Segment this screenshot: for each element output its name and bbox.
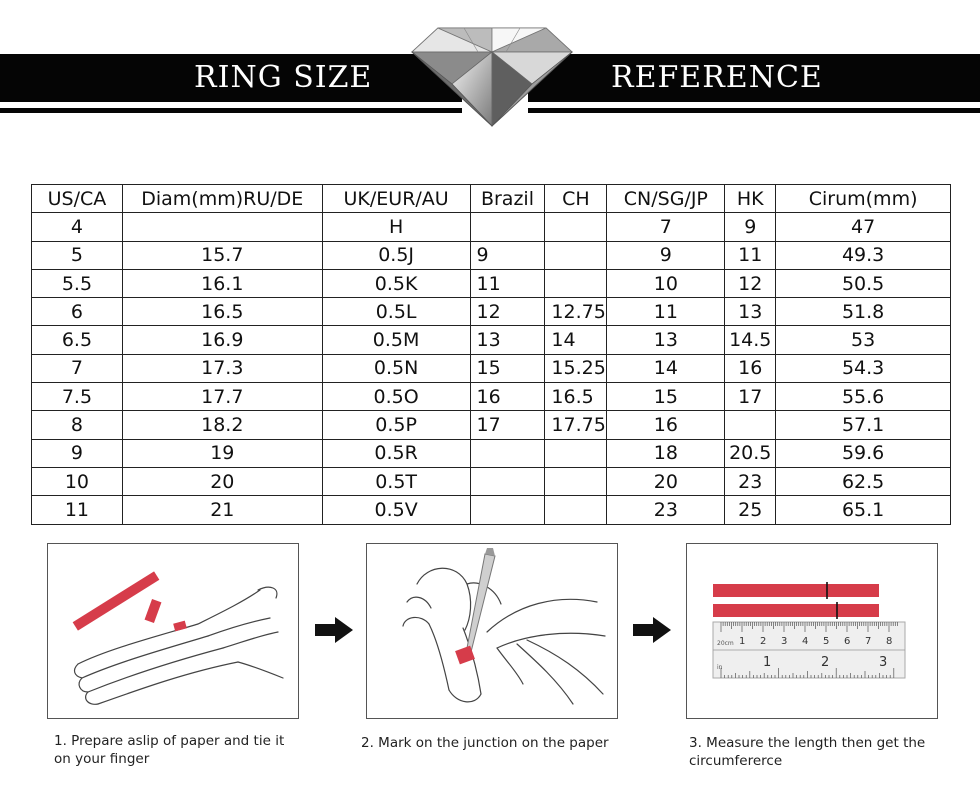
table-cell: 16: [725, 354, 776, 382]
table-cell: 9: [32, 439, 123, 467]
table-cell: 10: [607, 269, 725, 297]
table-cell: 9: [607, 241, 725, 269]
table-cell: 0.5P: [322, 411, 470, 439]
table-cell: 47: [776, 213, 951, 241]
table-cell: 0.5J: [322, 241, 470, 269]
table-cell: 15.7: [122, 241, 322, 269]
ruler-cm-label: 5: [823, 636, 830, 647]
diamond-icon: [408, 22, 576, 128]
ruler-cm-label: 3: [781, 636, 788, 647]
table-cell: 5.5: [32, 269, 123, 297]
table-cell: 0.5O: [322, 383, 470, 411]
table-cell: 17: [725, 383, 776, 411]
table-cell: [545, 269, 607, 297]
ruler-cm-label: 1: [739, 636, 746, 647]
table-cell: 4: [32, 213, 123, 241]
column-header: Cirum(mm): [776, 185, 951, 213]
table-cell: [545, 439, 607, 467]
table-cell: 16.5: [545, 383, 607, 411]
step-2-panel: [366, 543, 618, 719]
table-cell: 17.3: [122, 354, 322, 382]
table-cell: 51.8: [776, 298, 951, 326]
table-cell: 18: [607, 439, 725, 467]
table-cell: 0.5K: [322, 269, 470, 297]
table-cell: 13: [725, 298, 776, 326]
table-row: [32, 298, 951, 326]
table-cell: 6: [32, 298, 123, 326]
column-header: CN/SG/JP: [607, 185, 725, 213]
column-header: UK/EUR/AU: [322, 185, 470, 213]
ruler-inch-label: 1: [763, 655, 772, 670]
table-cell: 14: [607, 354, 725, 382]
table-body: [32, 213, 951, 524]
table-cell: 15: [470, 354, 545, 382]
table-row: [32, 411, 951, 439]
table-cell: [470, 496, 545, 524]
table-cell: 57.1: [776, 411, 951, 439]
header-rule-left: [0, 108, 462, 113]
table-cell: 18.2: [122, 411, 322, 439]
table-cell: 15: [607, 383, 725, 411]
table-row: [32, 269, 951, 297]
table-cell: [470, 467, 545, 495]
step-1-panel: [47, 543, 299, 719]
table-cell: 8: [32, 411, 123, 439]
header-rule-right: [528, 108, 980, 113]
table-cell: 16.9: [122, 326, 322, 354]
table-cell: 15.25: [545, 354, 607, 382]
table-row: [32, 467, 951, 495]
table-cell: 9: [725, 213, 776, 241]
step-3-panel: [686, 543, 938, 719]
table-cell: 21: [122, 496, 322, 524]
column-header: Diam(mm)RU/DE: [122, 185, 322, 213]
table-cell: 14.5: [725, 326, 776, 354]
table-row: [32, 354, 951, 382]
header-title-left: RING SIZE: [194, 60, 373, 95]
table-cell: 49.3: [776, 241, 951, 269]
table-cell: 65.1: [776, 496, 951, 524]
table-cell: 16.1: [122, 269, 322, 297]
table-cell: 11: [607, 298, 725, 326]
table-cell: 16: [607, 411, 725, 439]
table-cell: 12: [725, 269, 776, 297]
column-header: HK: [725, 185, 776, 213]
ruler-inch-label: 2: [821, 655, 830, 670]
ruler-cm-label: 6: [844, 636, 851, 647]
table-cell: 13: [470, 326, 545, 354]
table-cell: 53: [776, 326, 951, 354]
table-cell: H: [322, 213, 470, 241]
table-cell: 20: [122, 467, 322, 495]
table-cell: 10: [32, 467, 123, 495]
table-cell: 19: [122, 439, 322, 467]
paper-strip: [713, 584, 879, 597]
header-title-right: REFERENCE: [611, 60, 823, 95]
table-cell: 0.5N: [322, 354, 470, 382]
table-cell: 11: [470, 269, 545, 297]
table-cell: 0.5M: [322, 326, 470, 354]
table-header-row: [32, 185, 951, 213]
table-row: [32, 383, 951, 411]
table-cell: 17.75: [545, 411, 607, 439]
ruler-cm-label: 7: [865, 636, 872, 647]
table-cell: 0.5T: [322, 467, 470, 495]
table-cell: 0.5V: [322, 496, 470, 524]
table-row: [32, 326, 951, 354]
column-header: Brazil: [470, 185, 545, 213]
table-cell: 13: [607, 326, 725, 354]
ruler-measure-illustration: [687, 544, 937, 718]
table-cell: [545, 213, 607, 241]
table-cell: [470, 213, 545, 241]
table-cell: 12: [470, 298, 545, 326]
finger-wrap-illustration: [48, 544, 298, 718]
table-row: [32, 496, 951, 524]
table-row: [32, 241, 951, 269]
paper-strip: [713, 604, 879, 617]
step-3-caption: 3. Measure the length then get the circumfererce: [689, 735, 926, 769]
arrow-right-icon: [315, 617, 353, 643]
arrow-right-icon: [633, 617, 671, 643]
table-cell: [122, 213, 322, 241]
table-cell: 20: [607, 467, 725, 495]
table-cell: 11: [725, 241, 776, 269]
table-cell: 59.6: [776, 439, 951, 467]
table-cell: 25: [725, 496, 776, 524]
column-header: US/CA: [32, 185, 123, 213]
table-cell: 17.7: [122, 383, 322, 411]
ring-size-table: [31, 184, 951, 525]
step-2-caption: 2. Mark on the junction on the paper: [361, 735, 609, 751]
table-cell: 7: [607, 213, 725, 241]
column-header: CH: [545, 185, 607, 213]
table-cell: 54.3: [776, 354, 951, 382]
table-cell: 7: [32, 354, 123, 382]
ruler-unit-in: in: [717, 664, 723, 671]
table-cell: 12.75: [545, 298, 607, 326]
table-row: [32, 213, 951, 241]
table-cell: 0.5L: [322, 298, 470, 326]
table-cell: 0.5R: [322, 439, 470, 467]
table-row: [32, 439, 951, 467]
table-cell: 62.5: [776, 467, 951, 495]
ruler-inch-label: 3: [879, 655, 888, 670]
table-cell: 6.5: [32, 326, 123, 354]
pen-mark-illustration: [367, 544, 617, 718]
table-cell: [545, 467, 607, 495]
table-cell: 7.5: [32, 383, 123, 411]
table-cell: 11: [32, 496, 123, 524]
table-cell: 55.6: [776, 383, 951, 411]
table-cell: 14: [545, 326, 607, 354]
table-cell: 16.5: [122, 298, 322, 326]
ruler-cm-label: 4: [802, 636, 809, 647]
table-cell: [545, 496, 607, 524]
table-cell: [545, 241, 607, 269]
table-cell: 9: [470, 241, 545, 269]
table-cell: [725, 411, 776, 439]
table-cell: 23: [725, 467, 776, 495]
table-cell: [470, 439, 545, 467]
table-cell: 17: [470, 411, 545, 439]
table-cell: 50.5: [776, 269, 951, 297]
ruler-cm-label: 2: [760, 636, 767, 647]
ruler-unit-cm: 20cm: [717, 640, 734, 647]
ruler-cm-label: 8: [886, 636, 893, 647]
table-cell: 23: [607, 496, 725, 524]
table-cell: 5: [32, 241, 123, 269]
table-cell: 16: [470, 383, 545, 411]
table-cell: 20.5: [725, 439, 776, 467]
step-1-caption: 1. Prepare aslip of paper and tie it on your finger: [54, 733, 285, 767]
